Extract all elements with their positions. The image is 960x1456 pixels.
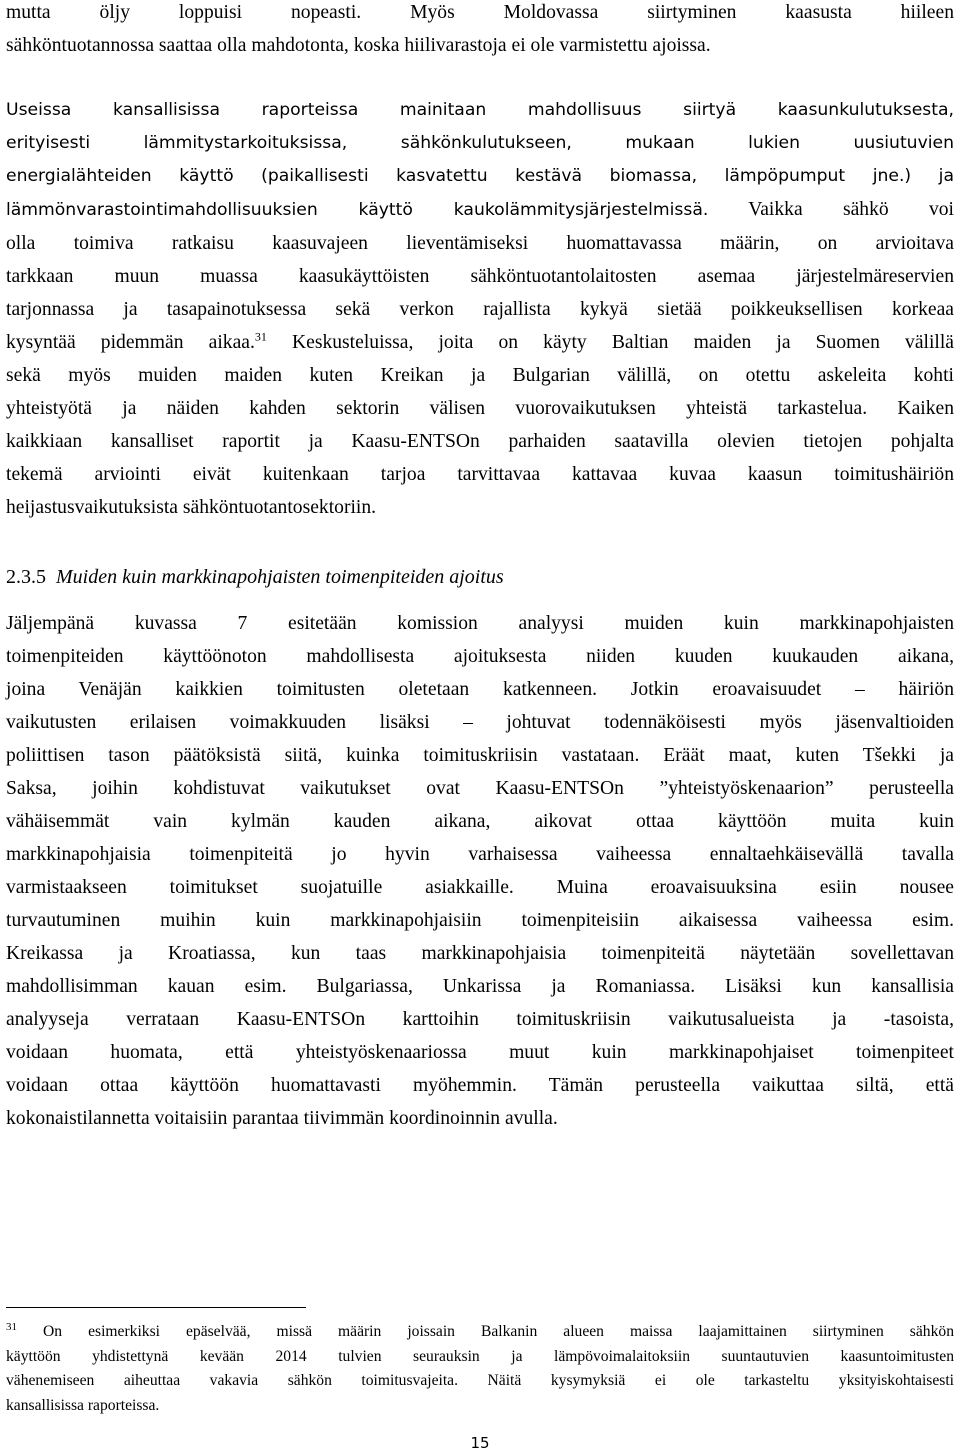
text-line-with-footnote [6,326,954,359]
footnote-reference[interactable]: 31 [254,329,267,344]
text-fragment: On esimerkiksi epäselvää, missä määrin joissain Balkanin alueen maissa laajamittainen siirtyminen sähkön [17,1323,954,1340]
text-line: turvautuminen muihin kuin markkinapohjaisiin toimenpiteisiin aikaisessa vaiheessa esim. [6,910,954,931]
text-line: voidaan ottaa käyttöön huomattavasti myöhemmin. Tämän perusteella vaikuttaa siltä, että [6,1075,954,1096]
text-line: kokonaistilannetta voitaisiin parantaa tiivimmän koordinoinnin avulla. [6,1108,558,1129]
text-fragment: Vaikka sähkö voi [708,199,954,220]
footnote-line [6,1320,954,1345]
text-line: Jäljempänä kuvassa 7 esitetään komission analyysi muiden kuin markkinapohjaisten [6,613,954,634]
text-line: analyyseja verrataan Kaasu-ENTSOn karttoihin toimituskriisin vaikutusalueista ja -tasoista, [6,1009,954,1030]
section-title: Muiden kuin markkinapohjaisten toimenpiteiden ajoitus [56,566,504,588]
text-fragment: kysyntää pidemmän aikaa. [6,332,255,353]
text-line: Saksa, joihin kohdistuvat vaikutukset ovat Kaasu-ENTSOn ”yhteistyöskenaarion” perusteella [6,778,954,799]
text-line: markkinapohjaisia toimenpiteitä jo hyvin varhaisessa vaiheessa ennaltaehkäisevällä tavalla [6,844,954,865]
paragraph-national-reports [6,94,954,524]
page-number: 15 [470,1434,490,1452]
text-line: joina Venäjän kaikkien toimitusten oletetaan katkenneen. Jotkin eroavaisuudet – häiriön [6,679,954,700]
footnote-line: kansallisissa raporteissa. [6,1396,160,1414]
paragraph-timing-analysis [6,607,954,1135]
text-line: poliittisen tason päätöksistä siitä, kuinka toimituskriisin vastataan. Eräät maat, kuten Tšekki ja [6,745,954,766]
text-line: vaikutusten erilaisen voimakkuuden lisäksi – johtuvat todennäköisesti myös jäsenvaltioiden [6,712,954,733]
footnote [6,1320,954,1418]
text-line: mutta öljy loppuisi nopeasti. Myös Moldovassa siirtyminen kaasusta hiileen [6,2,954,23]
text-line: sekä myös muiden maiden kuten Kreikan ja Bulgarian välillä, on otettu askeleita kohti [6,365,954,386]
footnote-line: vähenemiseen aiheuttaa vakavia sähkön toimitusvajeita. Näitä kysymyksiä ei ole tarkasteltu yksityiskohtaisesti [6,1372,954,1389]
text-fragment: Keskusteluissa, joita on käyty Baltian maiden ja Suomen välillä [266,332,954,353]
footnote-marker: 31 [6,1320,17,1333]
text-line: vähäisemmät vain kylmän kauden aikana, aikovat ottaa käyttöön muita kuin [6,811,954,832]
text-line: tarjonnassa ja tasapainotuksessa sekä verkon rajallista kykyä sietää poikkeuksellisen korkeaa [6,299,954,320]
section-number: 2.3.5 [6,566,46,588]
text-line: Useissa kansallisissa raporteissa mainitaan mahdollisuus siirtyä kaasunkulutuksesta, [6,100,954,120]
text-line: toimenpiteiden käyttöönoton mahdollisesta ajoituksesta niiden kuuden kuukauden aikana, [6,646,954,667]
text-line: tarkkaan muun muassa kaasukäyttöisten sähköntuotantolaitosten asemaa järjestelmäreservien [6,266,954,287]
text-line: Kreikassa ja Kroatiassa, kun taas markkinapohjaisia toimenpiteitä näytetään sovellettavan [6,943,954,964]
text-line: varmistaakseen toimitukset suojatuille asiakkaille. Muina eroavaisuuksina esiin nousee [6,877,954,898]
text-line: tekemä arviointi eivät kuitenkaan tarjoa tarvittavaa kattavaa kuvaa kaasun toimitushäiriön [6,464,954,485]
text-line: energialähteiden käyttö (paikallisesti kasvatettu kestävä biomassa, lämpöpumput jne.) ja [6,166,954,186]
text-line: yhteistyötä ja näiden kahden sektorin välisen vuorovaikutuksen yhteistä tarkastelua. Kaiken [6,398,954,419]
footnote-line: käyttöön yhdistettynä kevään 2014 tulvien seurauksin ja lämpövoimalaitoksiin suuntautuvien kaasuntoimitusten [6,1347,954,1365]
text-line: heijastusvaikutuksista sähköntuotantosektoriin. [6,497,377,518]
text-line: kaikkiaan kansalliset raportit ja Kaasu-ENTSOn parhaiden saatavilla olevien tietojen pohjalta [6,431,954,452]
footnote-separator [6,1307,306,1308]
text-fragment: lämmönvarastointimahdollisuuksien käyttö kaukolämmitysjärjestelmissä. [6,200,709,220]
paragraph-continuation [6,0,954,62]
text-line: sähköntuotannossa saattaa olla mahdotonta, koska hiilivarastoja ei ole varmistettu ajoissa. [6,35,711,56]
text-line: olla toimiva ratkaisu kaasuvajeen lieventämiseksi huomattavassa määrin, on arvioitava [6,233,954,254]
text-line: mahdollisimman kauan esim. Bulgariassa, Unkarissa ja Romaniassa. Lisäksi kun kansallisia [6,976,954,997]
section-heading [6,561,504,594]
text-line: voidaan huomata, että yhteistyöskenaariossa muut kuin markkinapohjaiset toimenpiteet [6,1042,954,1063]
text-line: erityisesti lämmitystarkoituksissa, sähkönkulutukseen, mukaan lukien uusiutuvien [6,133,954,153]
text-line-mixed [6,193,954,227]
